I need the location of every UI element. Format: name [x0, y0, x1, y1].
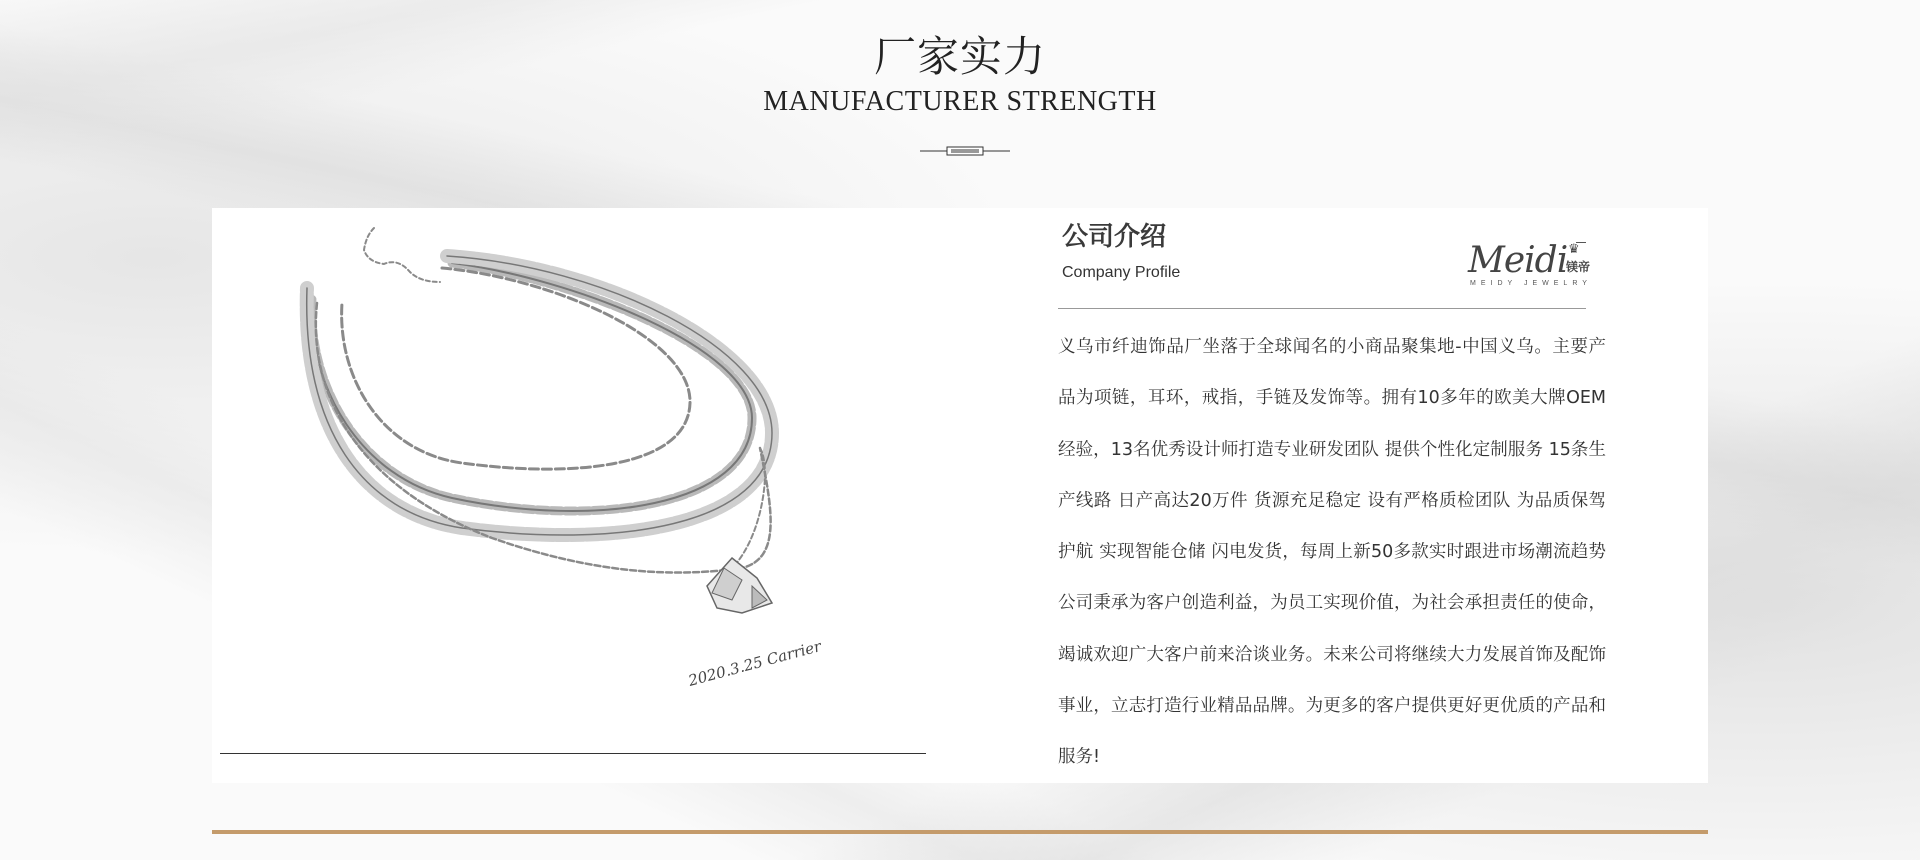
profile-body-text: 义乌市纤迪饰品厂坐落于全球闻名的小商品聚集地-中国义乌。主要产品为项链，耳环，戒指，手链及发饰等。拥有10多年的欧美大牌OEM经验，13名优秀设计师打造专业研发团队 提供个性化定制服务 15条生产线路 日产高达20万件 货源充足稳定 设有严格质检团队 为品质保驾护航 实现智能仓储 闪电发货，每周上新50多款实时跟进市场潮流趋势 公司秉承为客户创造利益，为员工实现价值，为社会承担责任的使命，竭诚欢迎广大客户前来洽谈业务。未来公司将继续大力发展首饰及配饰事业，立志打造行业精品品牌。为更多的客户提供更好更优质的产品和服务!: [1058, 337, 1606, 768]
image-underline: [220, 753, 926, 754]
brand-logo: [1468, 240, 1608, 292]
gold-accent-bar: [212, 830, 1708, 834]
section-title-cn: 厂家实力: [873, 32, 1046, 81]
handwritten-caption: 2020.3.25 Carrier: [686, 637, 824, 690]
necklace-image: [212, 208, 932, 738]
crown-icon: ♛: [1568, 242, 1580, 257]
profile-title: 公司介绍: [1062, 222, 1167, 252]
profile-divider: [1058, 308, 1586, 309]
logo-wordmark: Meidi: [1468, 240, 1568, 281]
profile-subtitle: Company Profile: [1062, 264, 1181, 281]
ornament-divider-icon: [920, 144, 1010, 158]
logo-chinese: 镁帝: [1566, 260, 1591, 274]
section-title-en: MANUFACTURER STRENGTH: [763, 86, 1157, 117]
logo-subtext: MEIDY JEWELRY: [1470, 280, 1592, 287]
